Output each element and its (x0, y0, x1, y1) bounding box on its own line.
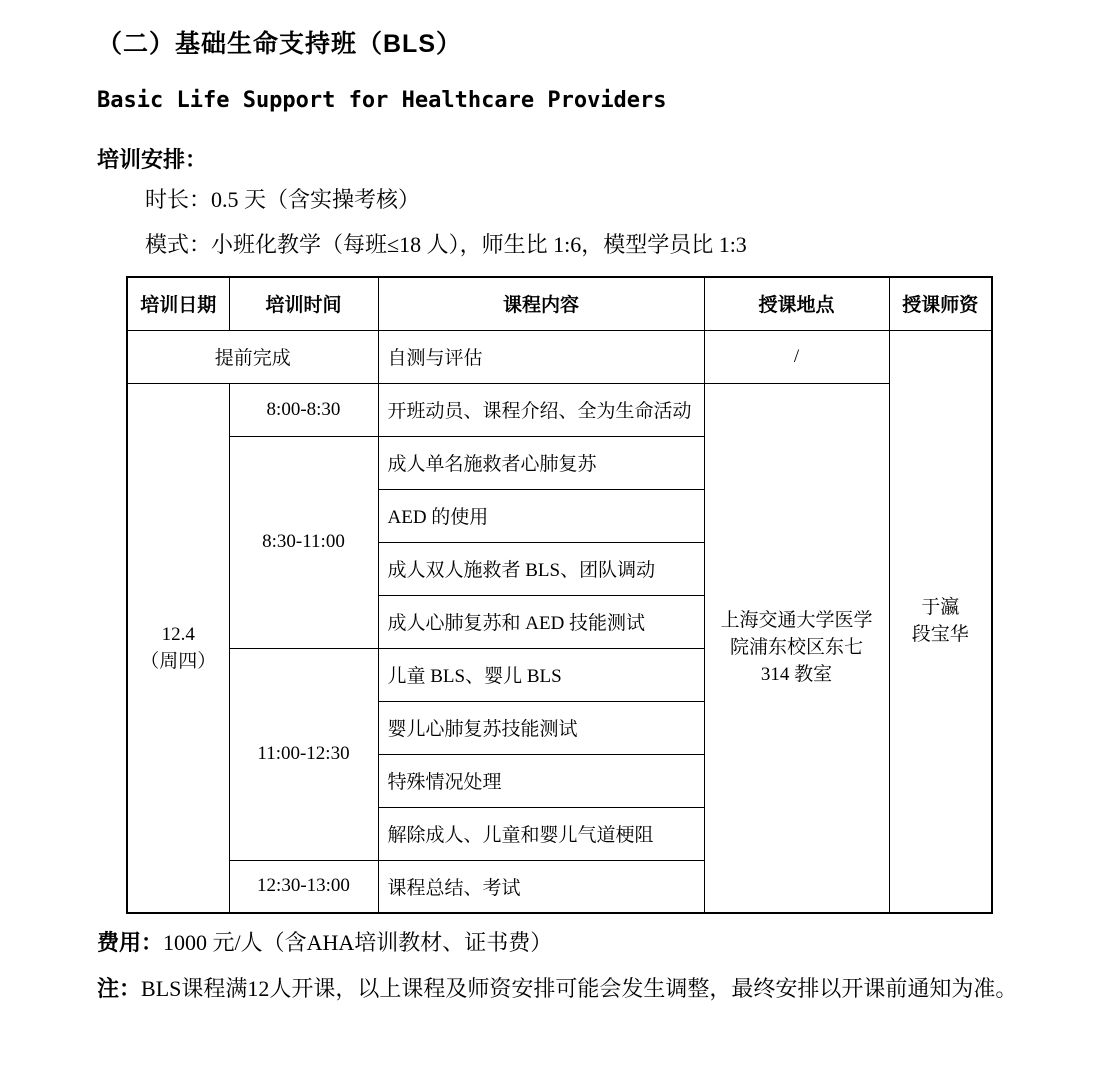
mode-line: 模式：小班化教学（每班≤18 人），师生比 1:6，模型学员比 1:3 (145, 232, 747, 257)
header-cell-content: 课程内容 (378, 277, 704, 330)
duration-line: 时长：0.5 天（含实操考核） (145, 187, 421, 212)
location-cell (704, 383, 889, 913)
content-cell: 婴儿心肺复苏技能测试 (378, 701, 704, 754)
content-cell: 特殊情况处理 (378, 754, 704, 807)
training-arrangement-label: 培训安排： (97, 147, 208, 172)
content-cell: 成人心肺复苏和 AED 技能测试 (378, 595, 704, 648)
content-cell: AED 的使用 (378, 489, 704, 542)
content-cell: 课程总结、考试 (378, 860, 704, 913)
note-label: 注： (97, 976, 142, 1001)
header-cell-date: 培训日期 (127, 277, 229, 330)
prework-location-cell: / (704, 330, 889, 383)
fee-label: 费用： (97, 930, 164, 955)
content-cell: 解除成人、儿童和婴儿气道梗阻 (378, 807, 704, 860)
time-cell: 8:30-11:00 (229, 436, 378, 648)
location-line-1: 上海交通大学医学 (720, 610, 873, 632)
fee-text: 1000 元/人（含AHA培训教材、证书费） (163, 930, 553, 955)
prework-schedule-cell: 提前完成 (127, 330, 378, 383)
prework-content-cell: 自测与评估 (378, 330, 704, 383)
page-subtitle-english: Basic Life Support for Healthcare Providers (97, 88, 667, 113)
fee-line (97, 930, 1120, 955)
instructor-name-2: 段宝华 (911, 624, 969, 646)
instructor-name-1: 于瀛 (921, 597, 960, 619)
date-weekday: （周四） (140, 650, 217, 672)
note-text: BLS课程满12人开课，以上课程及师资安排可能会发生调整，最终安排以开课前通知为准。 (141, 976, 1018, 1001)
content-cell: 成人双人施救者 BLS、团队调动 (378, 542, 704, 595)
content-cell: 成人单名施救者心肺复苏 (378, 436, 704, 489)
location-line-3: 314 教室 (760, 664, 833, 686)
time-cell: 12:30-13:00 (229, 860, 378, 913)
content-cell: 儿童 BLS、婴儿 BLS (378, 648, 704, 701)
note-line (97, 976, 1120, 1001)
table-header-row (127, 277, 992, 330)
header-cell-instructor: 授课师资 (889, 277, 992, 330)
date-cell (127, 383, 229, 913)
instructor-cell (889, 330, 992, 913)
training-schedule-table (126, 276, 993, 914)
header-cell-location: 授课地点 (704, 277, 889, 330)
header-cell-time: 培训时间 (229, 277, 378, 330)
time-cell: 11:00-12:30 (229, 648, 378, 860)
location-line-2: 院浦东校区东七 (729, 637, 863, 659)
content-cell: 开班动员、课程介绍、全为生命活动 (378, 383, 704, 436)
page-title: （二）基础生命支持班（BLS） (97, 30, 463, 58)
table-row (127, 383, 992, 436)
time-cell: 8:00-8:30 (229, 383, 378, 436)
table-row-prework (127, 330, 992, 383)
date-value: 12.4 (161, 623, 195, 645)
